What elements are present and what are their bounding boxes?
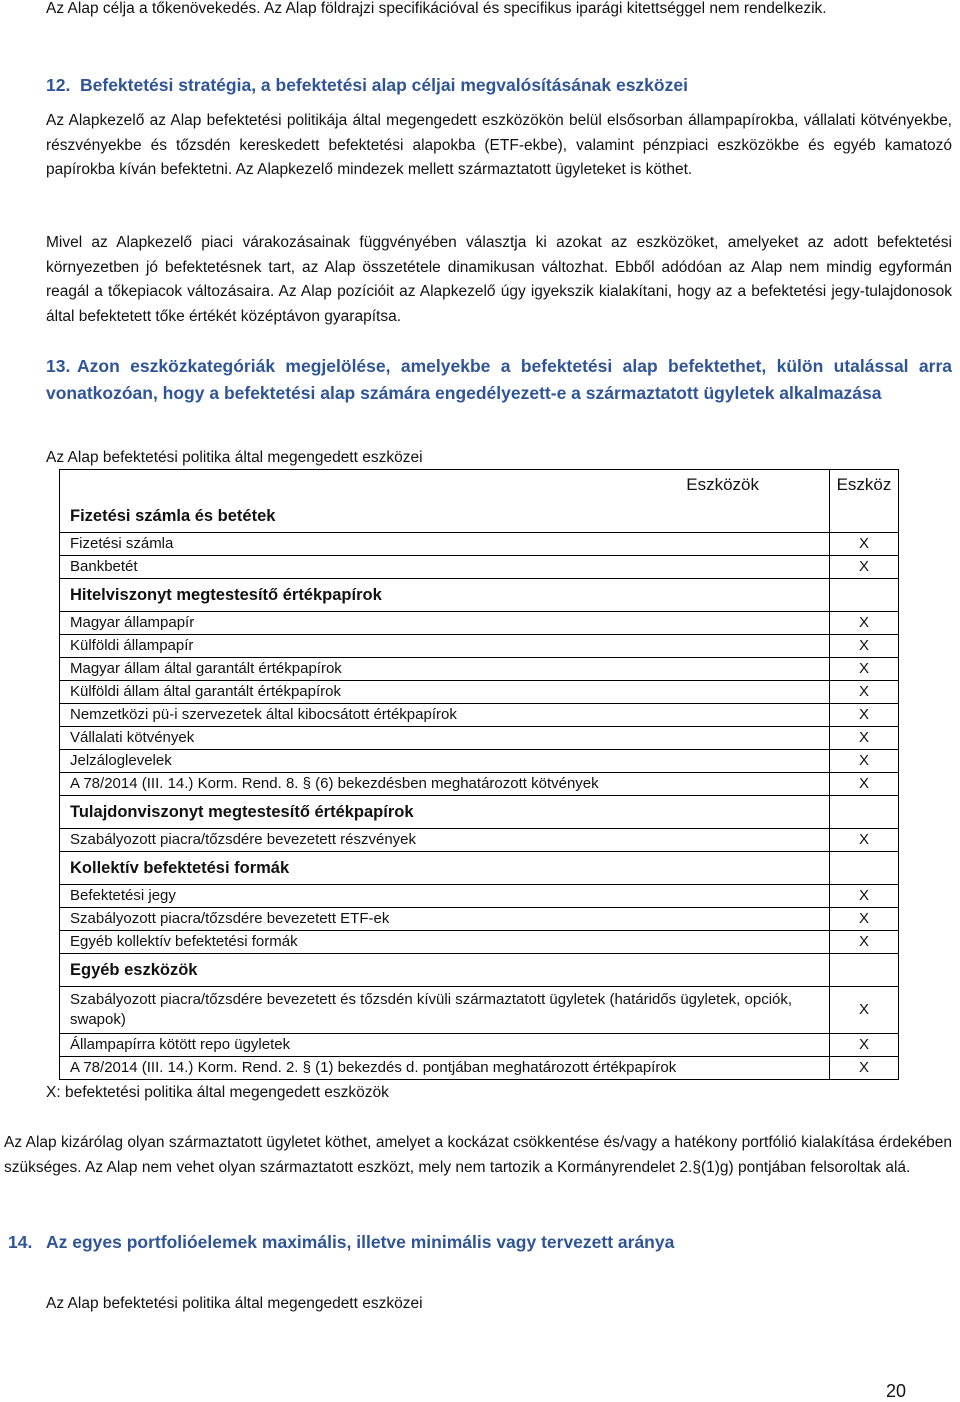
header-asset: Eszköz (830, 470, 899, 501)
category-mark-cell (830, 852, 899, 885)
asset-label: Szabályozott piacra/tőzsdére bevezetett részvények (60, 829, 830, 852)
table-row (60, 931, 899, 954)
asset-label: Vállalati kötvények (60, 727, 830, 750)
table-caption: Az Alap befektetési politika által megengedett eszközei (46, 449, 423, 466)
asset-label: Külföldi állampapír (60, 635, 830, 658)
section-number: 12. (46, 75, 71, 95)
table-note: X: befektetési politika által megengedett eszközök (46, 1084, 389, 1101)
table-row (60, 727, 899, 750)
section-14-heading (8, 1229, 952, 1256)
table-row (60, 750, 899, 773)
asset-label: A 78/2014 (III. 14.) Korm. Rend. 2. § (1) bekezdés d. pontjában meghatározott értékpapírok (60, 1057, 830, 1080)
asset-label: Bankbetét (60, 556, 830, 579)
category-row (60, 500, 899, 533)
category-label: Egyéb eszközök (60, 954, 830, 987)
asset-mark: X (830, 885, 899, 908)
table-row (60, 612, 899, 635)
category-row (60, 796, 899, 829)
asset-label: A 78/2014 (III. 14.) Korm. Rend. 8. § (6) bekezdésben meghatározott kötvények (60, 773, 830, 796)
asset-label: Szabályozott piacra/tőzsdére bevezetett és tőzsdén kívüli származtatott ügyletek (határidős ügyletek, opciók, swapok) (60, 987, 830, 1034)
asset-label: Állampapírra kötött repo ügyletek (60, 1034, 830, 1057)
table-row (60, 533, 899, 556)
asset-mark: X (830, 1034, 899, 1057)
asset-mark: X (830, 612, 899, 635)
section-title: Azon eszközkategóriák megjelölése, amelyekbe a befektetési alap befektethet, külön utalással arra vonatkozóan, hogy a befektetési alap számára engedélyezett-e a származtatott ügyletek alkalmazása (46, 356, 952, 403)
category-row (60, 579, 899, 612)
table-row (60, 1057, 899, 1080)
category-mark-cell (830, 796, 899, 829)
asset-mark: X (830, 681, 899, 704)
category-row (60, 852, 899, 885)
section-12-paragraph-1: Az Alapkezelő az Alap befektetési politikája által megengedett eszközökön belül elsősorban állampapírokba, vállalati kötvényekbe, részvényekbe és tőzsdén kereskedett befektetési alapokba (ETF-ekbe), valamint pénzpiaci eszközökbe és egyéb kamatozó papírokba kíván befektetni. Az Alapkezelő mindezek mellett származtatott ügyleteket is köthet. (46, 112, 952, 178)
asset-mark: X (830, 773, 899, 796)
category-mark-cell (830, 579, 899, 612)
asset-label: Befektetési jegy (60, 885, 830, 908)
asset-mark: X (830, 829, 899, 852)
category-label: Hitelviszonyt megtestesítő értékpapírok (60, 579, 830, 612)
asset-mark: X (830, 1057, 899, 1080)
asset-mark: X (830, 931, 899, 954)
table-row (60, 829, 899, 852)
section-13-paragraph: Az Alap kizárólag olyan származtatott ügyletet köthet, amelyet a kockázat csökkentése és/vagy a hatékony portfólió kialakítása érdekében szükséges. Az Alap nem vehet olyan származtatott eszközt, mely nem tartozik a Kormányrendelet 2.§(1)g) pontjában felsoroltak alá. (4, 1134, 952, 1176)
section-title: Befektetési stratégia, a befektetési alap céljai megvalósításának eszközei (80, 75, 688, 95)
section-14-caption: Az Alap befektetési politika által megengedett eszközei (46, 1295, 423, 1312)
section-number: 14. (8, 1232, 33, 1252)
section-title: Az egyes portfolióelemek maximális, illetve minimális vagy tervezett aránya (46, 1232, 675, 1252)
asset-mark: X (830, 658, 899, 681)
category-label: Kollektív befektetési formák (60, 852, 830, 885)
asset-label: Jelzáloglevelek (60, 750, 830, 773)
header-assets: Eszközök (60, 470, 830, 501)
page-number: 20 (886, 1381, 907, 1401)
table-row (60, 987, 899, 1034)
intro-paragraph: Az Alap célja a tőkenövekedés. Az Alap földrajzi specifikációval és specifikus iparági kitettséggel nem rendelkezik. (46, 0, 827, 17)
asset-mark: X (830, 750, 899, 773)
table-row (60, 885, 899, 908)
asset-mark: X (830, 908, 899, 931)
table-row (60, 908, 899, 931)
allowed-assets-table (59, 469, 899, 1080)
section-12-heading (46, 72, 952, 99)
asset-mark: X (830, 987, 899, 1034)
section-number: 13. (46, 356, 71, 376)
asset-mark: X (830, 727, 899, 750)
table-row (60, 658, 899, 681)
asset-label: Magyar állampapír (60, 612, 830, 635)
asset-mark: X (830, 556, 899, 579)
table-row (60, 635, 899, 658)
table-row (60, 1034, 899, 1057)
asset-label: Egyéb kollektív befektetési formák (60, 931, 830, 954)
table-header-row (60, 470, 899, 501)
table-row (60, 704, 899, 727)
category-row (60, 954, 899, 987)
asset-label: Magyar állam által garantált értékpapírok (60, 658, 830, 681)
category-label: Fizetési számla és betétek (60, 500, 830, 533)
asset-label: Fizetési számla (60, 533, 830, 556)
asset-label: Nemzetközi pü-i szervezetek által kibocsátott értékpapírok (60, 704, 830, 727)
asset-mark: X (830, 635, 899, 658)
table-row (60, 681, 899, 704)
asset-mark: X (830, 704, 899, 727)
category-label: Tulajdonviszonyt megtestesítő értékpapírok (60, 796, 830, 829)
category-mark-cell (830, 954, 899, 987)
asset-label: Külföldi állam által garantált értékpapírok (60, 681, 830, 704)
table-row (60, 773, 899, 796)
asset-label: Szabályozott piacra/tőzsdére bevezetett ETF-ek (60, 908, 830, 931)
section-13-heading (46, 353, 952, 406)
category-mark-cell (830, 500, 899, 533)
table-row (60, 556, 899, 579)
asset-mark: X (830, 533, 899, 556)
section-12-paragraph-2: Mivel az Alapkezelő piaci várakozásainak függvényében választja ki azokat az eszközöket, amelyeket az adott befektetési környezetben jó befektetésnek tart, az Alap összetétele dinamikusan változhat. Ebből adódóan az Alap nem mindig egyformán reagál a tőkepiacok változásaira. Az Alap pozícióit az Alapkezelő úgy igyekszik kialakítani, hogy az a befektetési jegy-tulajdonosok által befektetett tőke értékét középtávon gyarapítsa. (46, 234, 952, 325)
